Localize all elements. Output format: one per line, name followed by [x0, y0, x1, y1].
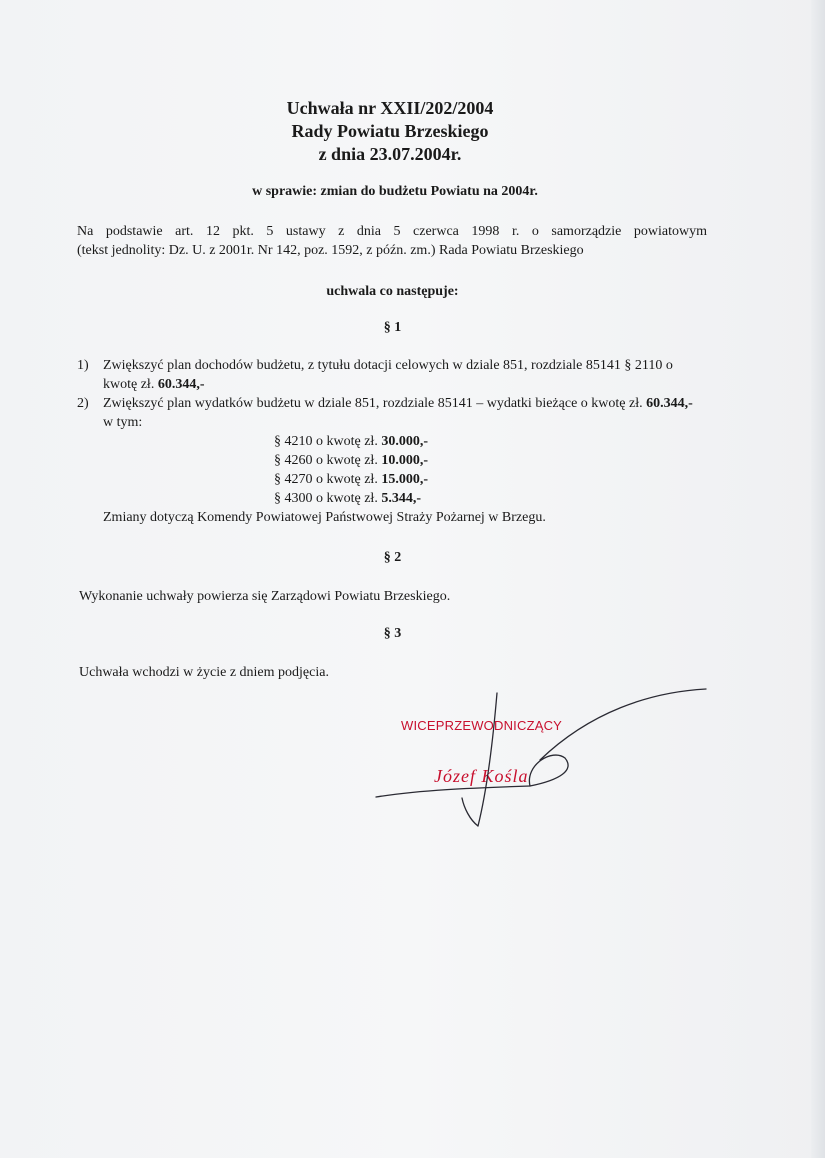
breakdown-amount: 15.000,- — [381, 472, 428, 487]
section-2-text: Wykonanie uchwały powierza się Zarządowi Powiatu Brzeskiego. — [79, 589, 451, 604]
signature-stroke-loop — [529, 755, 568, 786]
changes-note: Zmiany dotyczą Komendy Powiatowej Państwowej Straży Pożarnej w Brzegu. — [103, 510, 546, 525]
council-name: Rady Powiatu Brzeskiego — [291, 121, 489, 141]
breakdown-paragraph: § 4260 o kwotę zł. — [274, 453, 378, 468]
resolution-subject: w sprawie: zmian do budżetu Powiatu na 2004r. — [252, 184, 538, 199]
item-text: Zwiększyć plan wydatków budżetu w dziale 851, rozdziale 85141 – wydatki bieżące o kwotę zł. — [103, 396, 643, 411]
signature-stroke-base — [376, 786, 530, 797]
item-suffix: w tym: — [103, 415, 143, 430]
stamp-role: WICEPRZEWODNICZĄCY — [401, 718, 563, 733]
item-amount: 60.344,- — [157, 377, 205, 392]
breakdown-paragraph: § 4270 o kwotę zł. — [274, 472, 378, 487]
stamp-name: Józef Kośla — [434, 766, 529, 786]
breakdown-paragraph: § 4210 o kwotę zł. — [274, 434, 378, 449]
resolution-date: z dnia 23.07.2004r. — [318, 144, 462, 164]
section-3-text: Uchwała wchodzi w życie z dniem podjęcia. — [79, 665, 329, 680]
legal-basis-line-2: (tekst jednolity: Dz. U. z 2001r. Nr 142, poz. 1592, z późn. zm.) Rada Powiatu Brzeskiego — [77, 243, 584, 258]
section-1-heading: § 1 — [383, 320, 402, 335]
signature-stroke-vertical — [478, 693, 497, 826]
item-number: 1) — [77, 358, 89, 373]
breakdown-paragraph: § 4300 o kwotę zł. — [274, 491, 378, 506]
decree-heading: uchwala co następuje: — [326, 284, 459, 299]
breakdown-amount: 10.000,- — [381, 453, 428, 468]
section-2-heading: § 2 — [383, 550, 402, 565]
resolution-number: Uchwała nr XXII/202/2004 — [286, 98, 494, 118]
item-number: 2) — [77, 396, 89, 411]
breakdown-amount: 5.344,- — [381, 491, 421, 506]
breakdown-amount: 30.000,- — [381, 434, 428, 449]
signature-stroke-sweep — [540, 689, 706, 760]
section-3-heading: § 3 — [383, 626, 402, 641]
item-text: Zwiększyć plan dochodów budżetu, z tytułu dotacji celowych w dziale 851, rozdziale 85141 § 2110 o kwotę zł. — [103, 358, 673, 392]
signature-stroke-hook — [462, 798, 478, 826]
item-amount: 60.344,- — [646, 396, 693, 411]
legal-basis-line-1: Na podstawie art. 12 pkt. 5 ustawy z dnia 5 czerwca 1998 r. o samorządzie powiatowym — [77, 224, 707, 239]
